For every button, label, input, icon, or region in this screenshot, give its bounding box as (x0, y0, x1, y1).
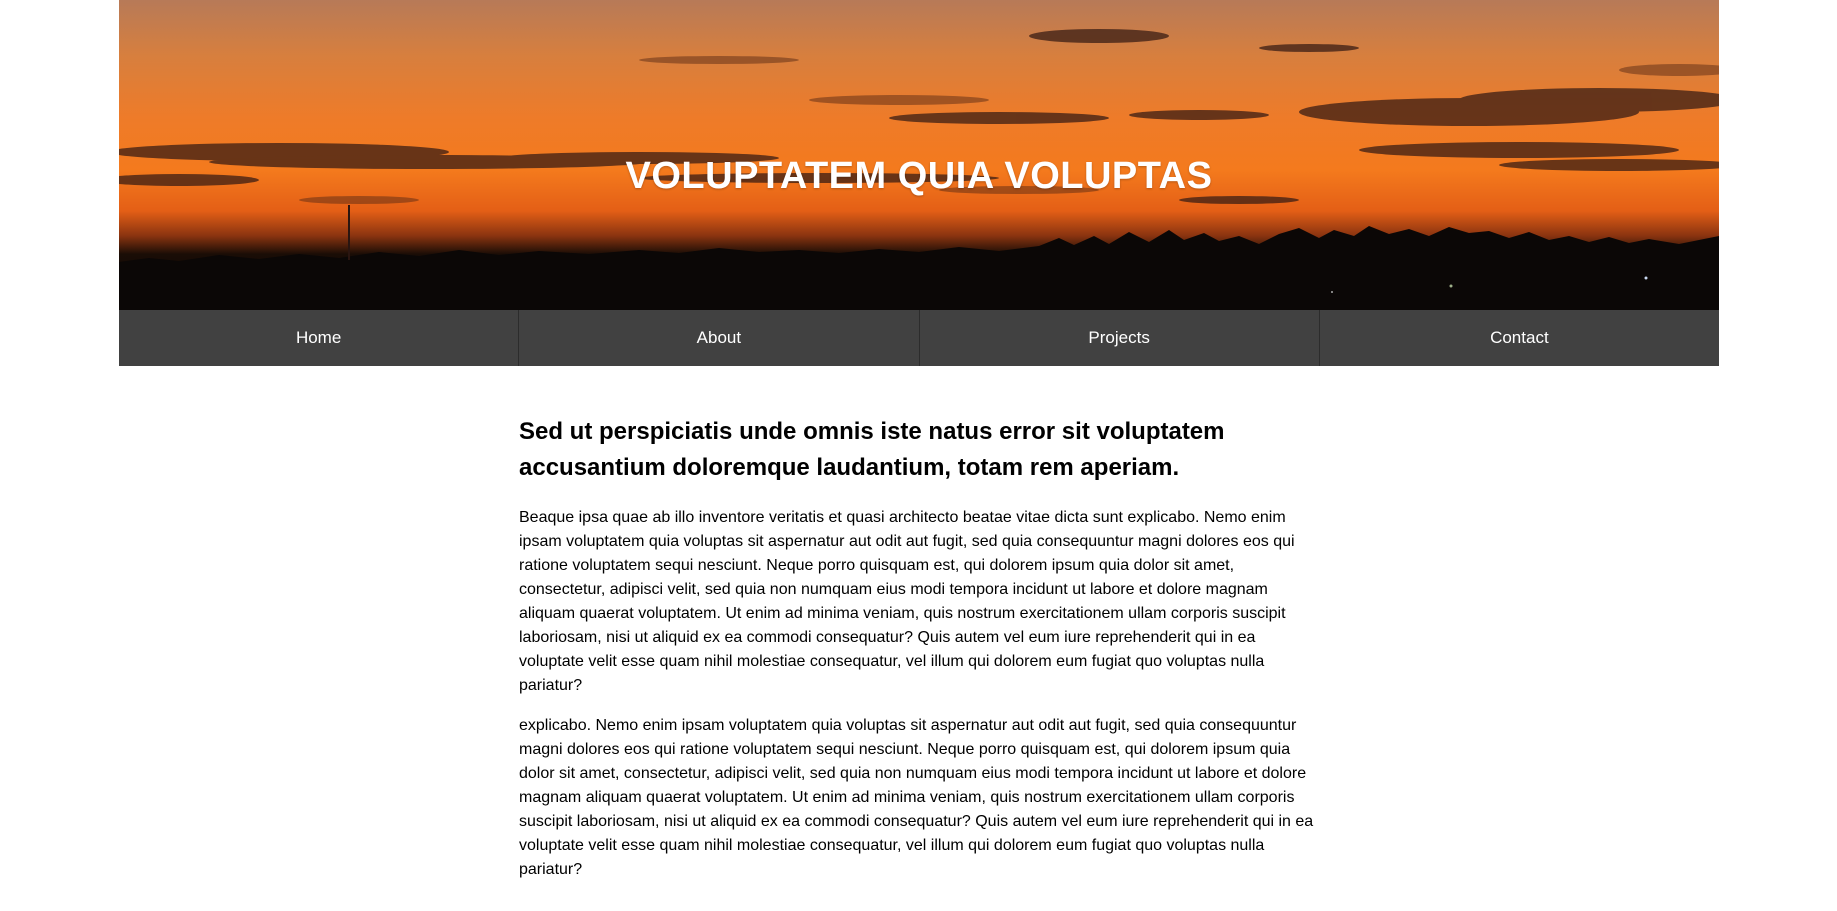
article-heading: Sed ut perspiciatis unde omnis iste natus error sit voluptatem accusantium doloremque laudantium, totam rem aperiam. (519, 418, 1225, 481)
site-title: VOLUPTATEM QUIA VOLUPTAS (625, 155, 1213, 198)
article-paragraph: explicabo. Nemo enim ipsam voluptatem quia voluptas sit aspernatur aut odit aut fugit, sed quia consequuntur magni dolores eos qui ratione voluptatem sequi nesciunt. Neque porro quisquam est, qui dolorem ipsum quia dolor sit amet, consectetur, adipisci velit, sed quia non numquam eius modi tempora incidunt ut labore et dolore magnam aliquam quaerat voluptatem. Ut enim ad minima veniam, quis nostrum exercitationem ullam corporis suscipit laboriosam, nisi ut aliquid ex ea commodi consequatur? Quis autem vel eum iure reprehenderit qui in ea voluptate velit esse quam nihil molestiae consequatur, vel illum qui dolorem eum fugiat quo voluptas nulla pariatur? (519, 717, 1314, 878)
site-container (119, 0, 1719, 366)
hero-banner (119, 0, 1719, 310)
nav-item-projects[interactable]: Projects (920, 310, 1320, 366)
main-navigation (119, 310, 1719, 366)
article-paragraph: Beaque ipsa quae ab illo inventore veritatis et quasi architecto beatae vitae dicta sunt explicabo. Nemo enim ipsam voluptatem quia voluptas sit aspernatur aut odit aut fugit, sed quia consequuntur magni dolores eos qui ratione voluptatem sequi nesciunt. Neque porro quisquam est, qui dolorem ipsum quia dolor sit amet, consectetur, adipisci velit, sed quia non numquam eius modi tempora incidunt ut labore et dolore magnam aliquam quaerat voluptatem. Ut enim ad minima veniam, quis nostrum exercitationem ullam corporis suscipit laboriosam, nisi ut aliquid ex ea commodi consequatur? Quis autem vel eum iure reprehenderit qui in ea voluptate velit esse quam nihil molestiae consequatur, vel illum qui dolorem eum fugiat quo voluptas nulla pariatur? (519, 509, 1295, 694)
article-content (519, 414, 1319, 898)
nav-item-about[interactable]: About (519, 310, 919, 366)
nav-item-contact[interactable]: Contact (1490, 328, 1549, 347)
nav-item-home[interactable]: Home (119, 310, 519, 366)
